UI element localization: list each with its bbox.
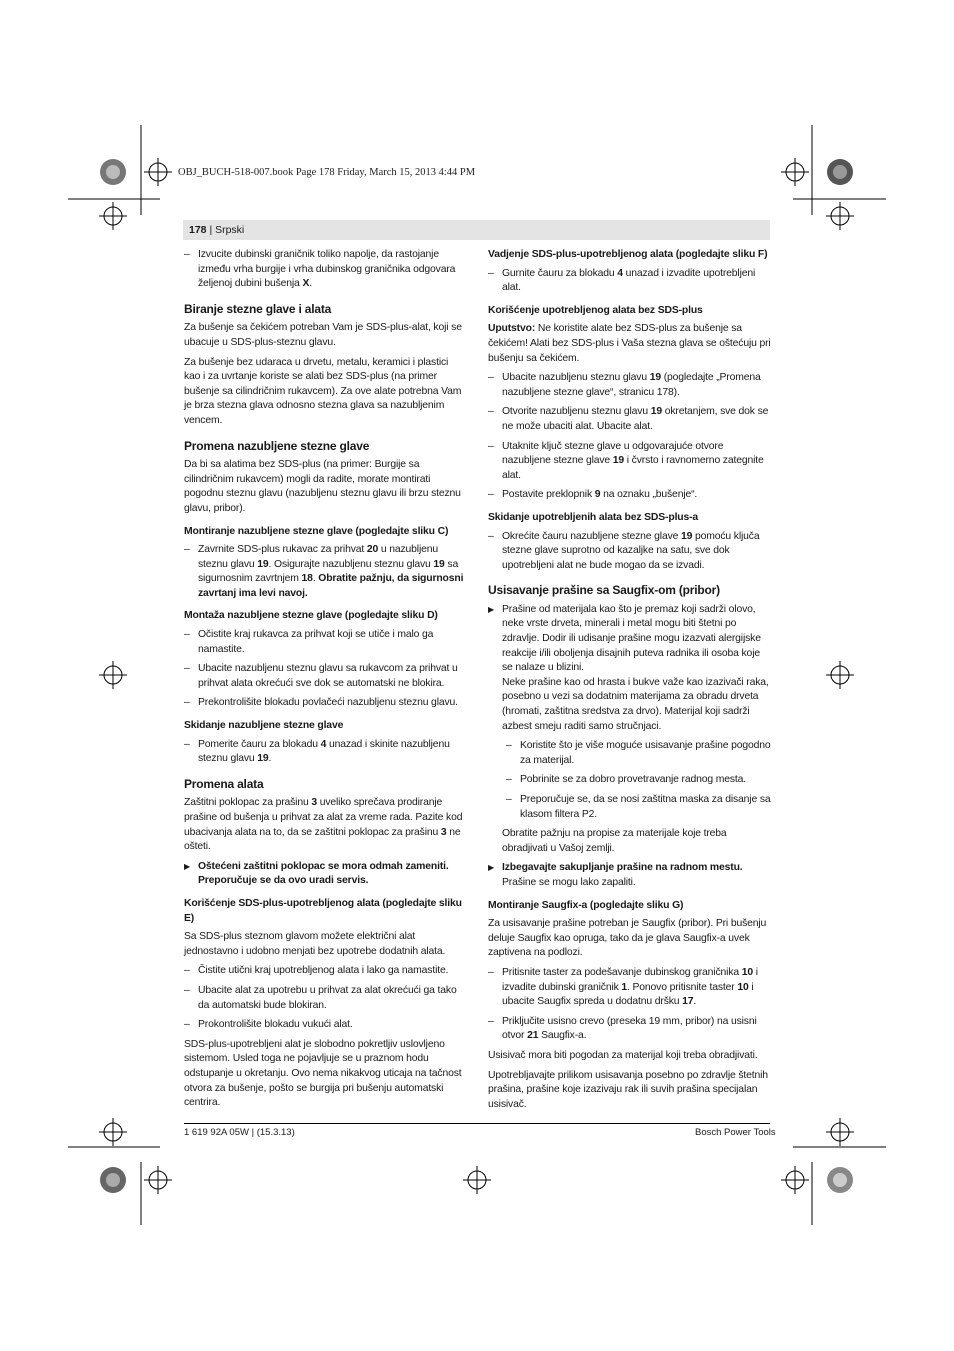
- paragraph: Za usisavanje prašine potreban je Saugfix (pribor). Pri bušenju deluje Saugfix kao opruga, tako da je glava Saugfix-a uvek zaptivena na podlozi.: [488, 918, 767, 959]
- left-column: [184, 248, 467, 1116]
- subsection-heading: Korišćenje upotrebljenog alata bez SDS-plus: [488, 304, 703, 316]
- print-info-line: OBJ_BUCH-518-007.book Page 178 Friday, March 15, 2013 4:44 PM: [178, 167, 476, 178]
- paragraph: Uputstvo: Ne koristite alate bez SDS-plus za bušenje sa čekićem! Alati bez SDS-plus i Vaša stezna glava se oštećuju pri bušenju sa čekićem.: [488, 323, 771, 364]
- page-number: 178: [189, 224, 207, 236]
- list-item: – Gurnite čauru za blokadu 4 unazad i izvadite upotrebljeni alat.: [488, 267, 771, 296]
- subsection-heading: Vadjenje SDS-plus-upotrebljenog alata (pogledajte sliku F): [488, 249, 768, 260]
- list-item: – Pomerite čauru za blokadu 4 unazad i skinite nazubljenu steznu glavu 19.: [184, 738, 467, 767]
- paragraph: Obratite pažnju na propise za materijale koje treba obradjivati u Vašoj zemlji.: [502, 828, 727, 854]
- list-item: – Pritisnite taster za podešavanje dubinskog graničnika 10 i izvadite dubinski graničnik 1. Ponovo pritisnite taster 10 i ubacite Saugfix spreda u dodatnu dršku 17.: [488, 966, 771, 1010]
- paragraph: Zaštitni poklopac za prašinu 3 uveliko sprečava prodiranje prašine od bušenja u prihvat za alat za vreme rada. Pazite kod ubacivanja alata na to, da se zaštitni poklopac za prašinu 3 ne ošteti.: [184, 797, 463, 853]
- list-item: – Ubacite nazubljenu steznu glavu 19 (pogledajte „Promena nazubljene stezne glave“, stranicu 178).: [488, 371, 771, 400]
- list-item: – Pobrinite se za dobro provetravanje radnog mesta.: [488, 773, 771, 788]
- footer-brand: Bosch Power Tools: [695, 1127, 776, 1138]
- list-item: – Postavite preklopnik 9 na oznaku „bušenje“.: [488, 488, 771, 503]
- paragraph: Neke prašine kao od hrasta i bukve važe kao izazivači raka, posebno u vezi sa dodatnim materijama za obradu drveta (hromati, zaštitna sredstva za drvo). Materijal koji sadrži azbest smeju raditi samo stručnjaci.: [502, 676, 769, 732]
- list-item: – Čistite utični kraj upotrebljenog alata i lako ga namastite.: [184, 964, 467, 979]
- paragraph: Sa SDS-plus steznom glavom možete električni alat jednostavno i udobno menjati bez upotrebe dodatnih alata.: [184, 931, 446, 957]
- list-item: – Prokontrolišite blokadu vukući alat.: [184, 1018, 467, 1033]
- list-item: – Ubacite alat za upotrebu u prihvat za alat okrećući ga tako da automatski bude blokiran.: [184, 984, 467, 1013]
- section-name: Srpski: [215, 224, 245, 236]
- warning-item: ▶ Prašine od materijala kao što je premaz koji sadrži olovo, neke vrste drveta, minerali i metal mogu biti štetni po zdravlje. Dodir ili udisanje prašine mogu izazvati alergijske reakcije i/ili oboljenja disajnih puteva radnika ili osoba koje se nalaze u blizini.: [488, 603, 771, 676]
- list-item: – Preporučuje se, da se nosi zaštitna maska za disanje sa klasom filtera P2.: [488, 793, 771, 822]
- section-heading: Promena nazubljene stezne glave: [184, 438, 370, 453]
- header-bar: [183, 220, 770, 240]
- page-header: 178 | Srpski: [189, 224, 245, 236]
- subsection-heading: Montaža nazubljene stezne glave (pogledajte sliku D): [184, 610, 438, 622]
- warning-item: ▶ Oštećeni zaštitni poklopac se mora odmah zameniti. Preporučuje se da ovo uradi servis.: [184, 860, 467, 889]
- subsection-heading: Korišćenje SDS-plus-upotrebljenog alata (pogledajte sliku E): [184, 897, 462, 924]
- footer-doc-number: 1 619 92A 05W | (15.3.13): [184, 1127, 295, 1138]
- list-item: – Izvucite dubinski graničnik toliko napolje, da rastojanje između vrha burgije i vrha dubinskog graničnika odgovara željenoj dubini bušenja X.: [184, 248, 467, 292]
- list-item: – Zavrnite SDS-plus rukavac za prihvat 20 u nazubljenu steznu glavu 19. Osigurajte nazubljenu steznu glavu 19 sa sigurnosnim zavrtnjem 18. Obratite pažnju, da sigurnosni zavrtanj ima levi navoj.: [184, 543, 467, 601]
- paragraph: Prašine se mogu lako zapaliti.: [502, 876, 636, 888]
- list-item: – Prekontrolišite blokadu povlačeći nazubljenu steznu glavu.: [184, 696, 467, 711]
- list-item: – Otvorite nazubljenu steznu glavu 19 okretanjem, sve dok se ne može ubaciti alat. Ubacite alat.: [488, 405, 771, 434]
- paragraph: Usisivač mora biti pogodan za materijal koji treba obradjivati.: [488, 1049, 758, 1061]
- warning-item: ▶ Izbegavajte sakupljanje prašine na radnom mestu.: [488, 861, 771, 876]
- list-item: – Očistite kraj rukavca za prihvat koji se utiče i malo ga namastite.: [184, 628, 467, 657]
- paragraph: SDS-plus-upotrebljeni alat je slobodno pokretljiv uslovljeno sistemom. Usled toga ne pojavljuje se u praznom hodu odstupanje u okretanju. Ovo nema nikakvog uticaja na tačnost otvora za bušenje, pošto se burgija pri bušenju automatski centrira.: [184, 1038, 462, 1109]
- right-column: [488, 248, 771, 1117]
- list-item: – Ubacite nazubljenu steznu glavu sa rukavcom za prihvat u prihvat alata okrećući sve dok se automatski ne blokira.: [184, 662, 467, 691]
- paragraph: Za bušenje bez udaraca u drvetu, metalu, keramici i plastici kao i za uvrtanje koriste se alati bez SDS-plus (na primer bušenje sa cilindričnim rukavcem). Za ove alate potrebna Vam je brza stezna glava odnosno stezna glava sa nazubljenim vencem.: [184, 356, 462, 426]
- section-heading: Usisavanje prašine sa Saugfix-om (pribor): [488, 583, 720, 598]
- subsection-heading: Montiranje nazubljene stezne glave (pogledajte sliku C): [184, 525, 449, 537]
- list-item: – Priključite usisno crevo (preseka 19 mm, pribor) na usisni otvor 21 Saugfix-a.: [488, 1015, 771, 1044]
- paragraph: Da bi sa alatima bez SDS-plus (na primer: Burgije sa cilindričnim rukavcem) mogli da radite, morate montirati pogodnu steznu glavu (nazubljenu steznu glavu ili brzu steznu glavu, pribor).: [184, 459, 461, 514]
- subsection-heading: Skidanje upotrebljenih alata bez SDS-plus-a: [488, 511, 699, 523]
- list-item: – Koristite što je više moguće usisavanje prašine pogodno za materijal.: [488, 739, 771, 768]
- list-item: – Utaknite ključ stezne glave u odgovarajuće otvore nazubljene stezne glave 19 i čvrsto i ravnomerno zategnite alat.: [488, 440, 771, 484]
- section-heading: Promena alata: [184, 776, 264, 791]
- section-heading: Biranje stezne glave i alata: [184, 301, 332, 316]
- paragraph: Za bušenje sa čekićem potreban Vam je SDS-plus-alat, koji se ubacuje u SDS-plus-steznu glavu.: [184, 322, 462, 348]
- list-item: – Okrećite čauru nazubljene stezne glave 19 pomoću ključa stezne glave suprotno od kazaljke na satu, sve dok upotrebljeni alat ne bude mogao da se izvadi.: [488, 530, 771, 574]
- paragraph: Upotrebljavajte prilikom usisavanja posebno po zdravlje štetnih prašina, prašine koje izazivaju rak ili suvih prašina specijalan usisivač.: [488, 1069, 768, 1110]
- subsection-heading: Montiranje Saugfix-a (pogledajte sliku G): [488, 899, 684, 911]
- subsection-heading: Skidanje nazubljene stezne glave: [184, 720, 344, 732]
- footer-rule: [184, 1123, 770, 1124]
